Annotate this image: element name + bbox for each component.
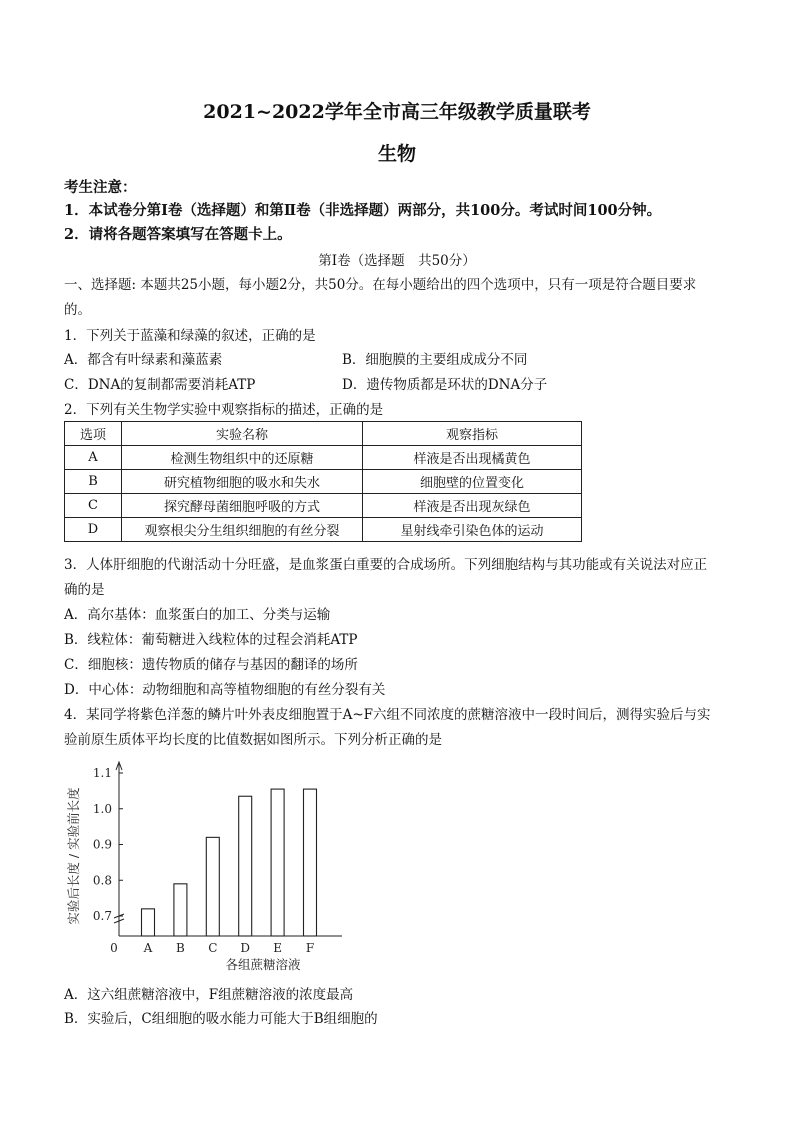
table-row	[65, 494, 582, 518]
q4-bar-chart	[60, 756, 360, 976]
q1-option-c: C．DNA的复制都需要消耗ATP	[64, 377, 256, 393]
q3-option-b: B．线粒体：葡萄糖进入线粒体的过程会消耗ATP	[64, 632, 358, 648]
chart-bar	[239, 796, 252, 936]
table-cell: 检测生物组织中的还原糖	[122, 446, 363, 470]
chart-x-tick-label: A	[143, 941, 153, 955]
notice-heading: 考生注意：	[64, 179, 137, 196]
chart-bar	[304, 789, 317, 936]
chart-bar	[142, 909, 155, 936]
table-cell: D	[65, 518, 122, 542]
chart-x-tick-label: C	[208, 941, 218, 955]
table-cell: 细胞壁的位置变化	[363, 470, 582, 494]
q1-option-a: A．都含有叶绿素和藻蓝素	[64, 352, 223, 368]
notice-item-2: 2．请将各题答案填写在答题卡上。	[64, 226, 292, 243]
chart-y-label: 实验后长度 / 实验前长度	[66, 787, 81, 925]
table-cell: B	[65, 470, 122, 494]
q1-option-b: B．细胞膜的主要组成成分不同	[342, 352, 528, 368]
chart-plot-area	[93, 762, 342, 955]
table-cell: 观察根尖分生组织细胞的有丝分裂	[122, 518, 363, 542]
chart-y-tick-label: 0.9	[92, 837, 112, 852]
chart-x-tick-label: B	[175, 941, 185, 955]
chart-x-label: 各组蔗糖溶液	[225, 957, 301, 972]
exam-title: 2021~2022学年全市高三年级教学质量联考	[203, 101, 591, 123]
chart-x-tick-label: F	[305, 941, 315, 955]
table-header-cell: 观察指标	[363, 422, 582, 446]
q2-table	[64, 421, 582, 542]
section-title: 第Ⅰ卷（选择题 共50分）	[318, 253, 476, 269]
q3-option-c: C．细胞核：遗传物质的储存与基因的翻译的场所	[64, 657, 358, 673]
table-cell: 样液是否出现橘黄色	[363, 446, 582, 470]
chart-y-tick-label: 1.1	[92, 766, 112, 780]
table-cell: A	[65, 446, 122, 470]
q2-stem: 2．下列有关生物学实验中观察指标的描述，正确的是	[64, 402, 384, 418]
notice-item-1: 1．本试卷分第Ⅰ卷（选择题）和第Ⅱ卷（非选择题）两部分，共100分。考试时间100分钟。	[64, 202, 662, 219]
chart-bar	[271, 789, 284, 936]
table-header-row	[65, 422, 582, 446]
table-cell: 星射线牵引染色体的运动	[363, 518, 582, 542]
section-instructions-1: 一、选择题: 本题共25小题，每小题2分，共50分。在每小题给出的四个选项中，只有一项是符合题目要求	[64, 277, 697, 293]
q3-stem-1: 3．人体肝细胞的代谢活动十分旺盛，是血浆蛋白重要的合成场所。下列细胞结构与其功能或有关说法对应正	[64, 557, 708, 573]
table-row	[65, 470, 582, 494]
chart-y-tick-label: 0.7	[92, 909, 112, 923]
chart-x-tick-label: E	[273, 941, 282, 955]
table-cell: 探究酵母菌细胞呼吸的方式	[122, 494, 363, 518]
q4-option-a: A．这六组蔗糖溶液中，F组蔗糖溶液的浓度最高	[64, 987, 354, 1003]
q3-option-a: A．高尔基体：血浆蛋白的加工、分类与运输	[64, 607, 331, 623]
q4-stem-1: 4．某同学将紫色洋葱的鳞片叶外表皮细胞置于A~F六组不同浓度的蔗糖溶液中一段时间后，测得实验后与实	[64, 707, 711, 723]
chart-bar	[206, 837, 219, 936]
table-cell: 样液是否出现灰绿色	[363, 494, 582, 518]
table-cell: 研究植物细胞的吸水和失水	[122, 470, 363, 494]
q3-stem-2: 确的是	[64, 582, 105, 598]
chart-x-tick-label: D	[240, 941, 251, 955]
table-row	[65, 446, 582, 470]
chart-y-tick-label: 1.0	[92, 801, 112, 816]
chart-y-tick-label: 0.8	[92, 873, 112, 888]
chart-origin-label: 0	[110, 941, 118, 955]
table-cell: C	[65, 494, 122, 518]
q1-option-d: D．遗传物质都是环状的DNA分子	[342, 377, 548, 393]
subject-title: 生物	[377, 143, 416, 165]
q1-stem: 1．下列关于蓝藻和绿藻的叙述，正确的是	[64, 328, 316, 344]
table-row	[65, 518, 582, 542]
section-instructions-2: 的。	[64, 302, 91, 318]
chart-bar	[174, 884, 187, 936]
q4-option-b: B．实验后，C组细胞的吸水能力可能大于B组细胞的	[64, 1011, 378, 1027]
q4-stem-2: 验前原生质体平均长度的比值数据如图所示。下列分析正确的是	[64, 732, 442, 748]
table-header-cell: 实验名称	[122, 422, 363, 446]
table-header-cell: 选项	[65, 422, 122, 446]
q3-option-d: D．中心体：动物细胞和高等植物细胞的有丝分裂有关	[64, 682, 386, 698]
